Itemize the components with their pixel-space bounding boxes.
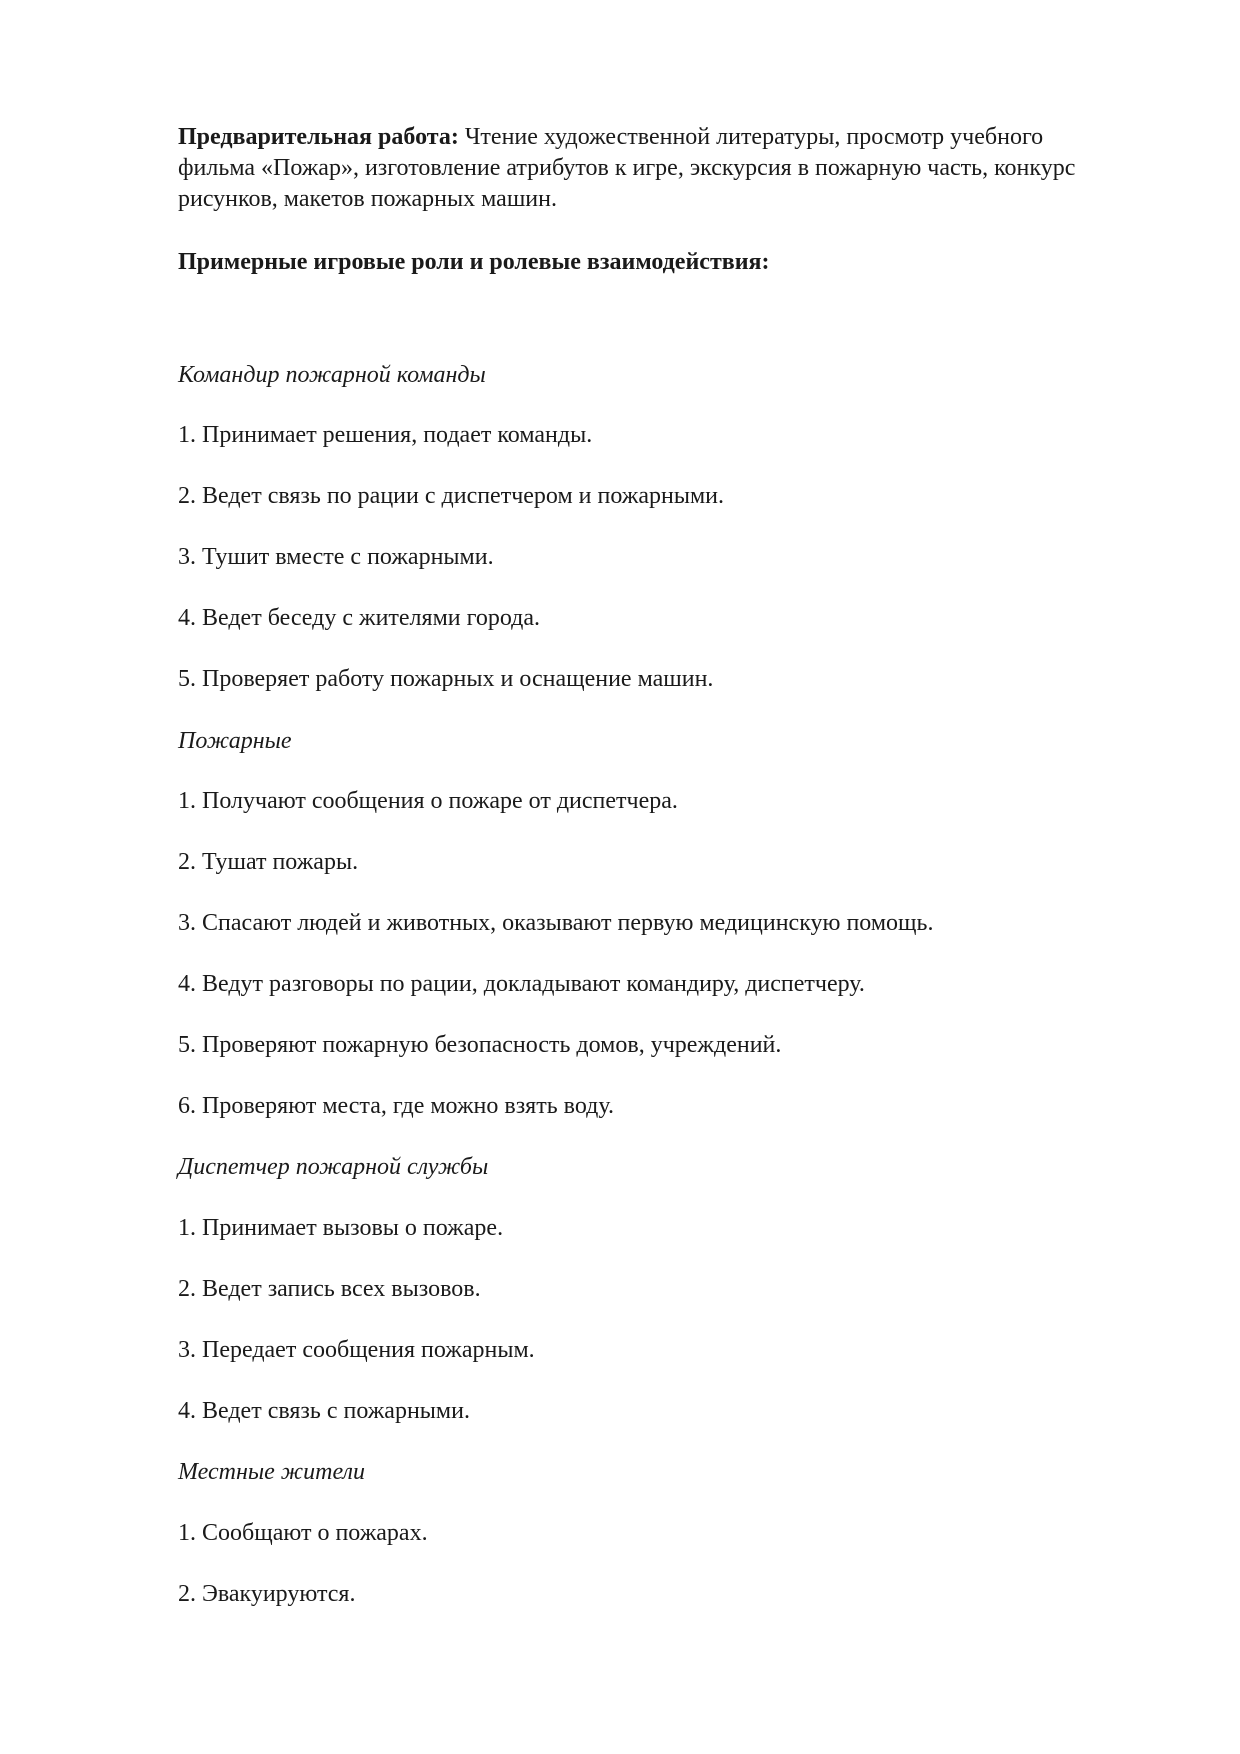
role-title-firefighters: Пожарные bbox=[178, 728, 292, 754]
intro-lead: Предварительная работа: bbox=[178, 124, 459, 150]
role-title-commander: Командир пожарной команды bbox=[178, 362, 486, 388]
list-item: 4. Ведет связь с пожарными. bbox=[178, 1398, 470, 1424]
list-item: 2. Эвакуируются. bbox=[178, 1581, 356, 1607]
list-item: 2. Ведет связь по рации с диспетчером и пожарными. bbox=[178, 483, 724, 509]
intro-text: Чтение художественной литературы, просмотр учебного фильма «Пожар», изготовление атрибутов к игре, экскурсия в пожарную часть, конкурс рисунков, макетов пожарных машин. bbox=[178, 124, 1076, 212]
list-item: 1. Сообщают о пожарах. bbox=[178, 1520, 428, 1546]
list-item: 1. Принимает вызовы о пожаре. bbox=[178, 1215, 504, 1241]
list-item: 6. Проверяют места, где можно взять воду. bbox=[178, 1093, 614, 1119]
list-item: 5. Проверяют пожарную безопасность домов, учреждений. bbox=[178, 1032, 782, 1058]
list-item: 1. Получают сообщения о пожаре от диспетчера. bbox=[178, 788, 678, 814]
list-item: 4. Ведет беседу с жителями города. bbox=[178, 605, 541, 631]
list-item: 3. Передает сообщения пожарным. bbox=[178, 1337, 535, 1363]
list-item: 4. Ведут разговоры по рации, докладывают командиру, диспетчеру. bbox=[178, 971, 865, 997]
section-heading: Примерные игровые роли и ролевые взаимодействия: bbox=[178, 249, 770, 275]
list-item: 3. Спасают людей и животных, оказывают первую медицинскую помощь. bbox=[178, 910, 934, 936]
role-title-dispatcher: Диспетчер пожарной службы bbox=[178, 1154, 489, 1180]
role-title-residents: Местные жители bbox=[178, 1459, 365, 1485]
list-item: 2. Тушат пожары. bbox=[178, 849, 359, 875]
list-item: 3. Тушит вместе с пожарными. bbox=[178, 544, 494, 570]
list-item: 1. Принимает решения, подает команды. bbox=[178, 422, 593, 448]
list-item: 5. Проверяет работу пожарных и оснащение машин. bbox=[178, 666, 714, 692]
intro-paragraph bbox=[178, 122, 1108, 215]
list-item: 2. Ведет запись всех вызовов. bbox=[178, 1276, 481, 1302]
